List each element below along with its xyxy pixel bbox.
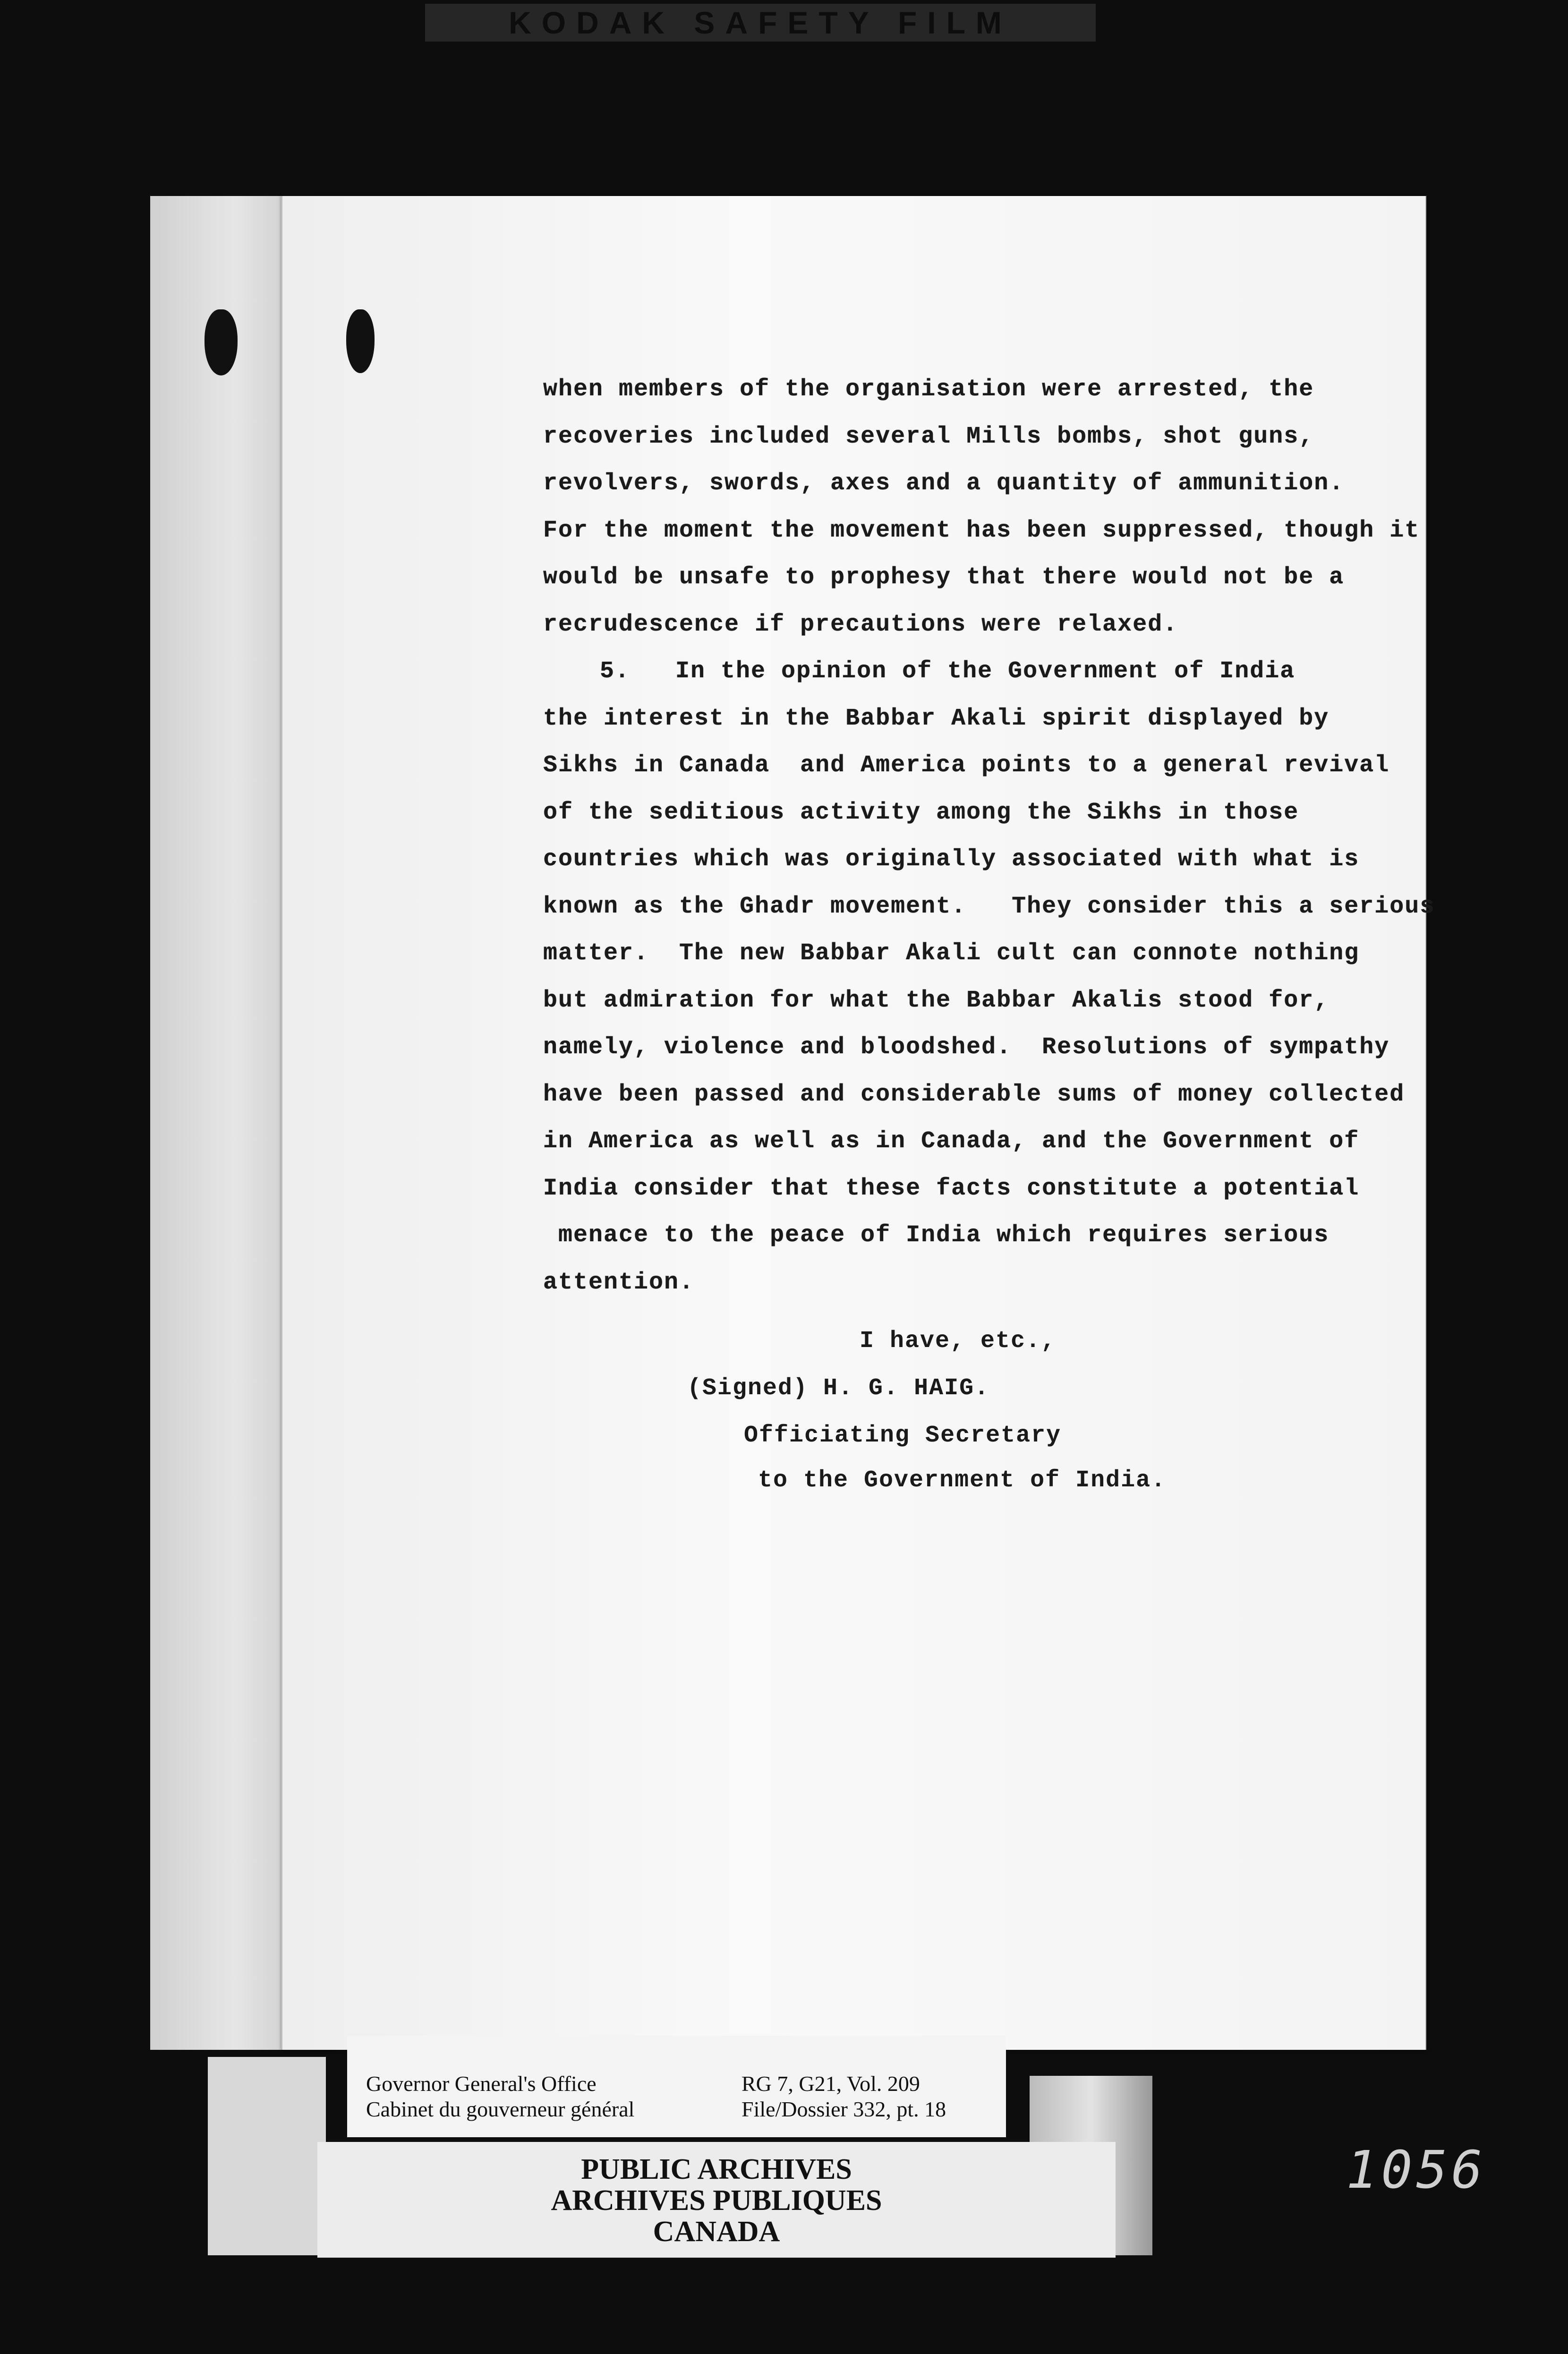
body-line: would be unsafe to prophesy that there would not be a: [543, 564, 1345, 591]
body-line: revolvers, swords, axes and a quantity of ammunition.: [543, 470, 1345, 497]
office-name-en: Governor General's Office: [366, 2072, 597, 2096]
signature-line: (Signed) H. G. HAIG.: [687, 1375, 990, 1402]
body-line: but admiration for what the Babbar Akalis stood for,: [543, 987, 1329, 1014]
body-line: For the moment the movement has been suppressed, though it: [543, 517, 1420, 544]
body-line: attention.: [543, 1269, 695, 1296]
film-border-patch: [208, 2057, 326, 2255]
body-line: in America as well as in Canada, and the Government of: [543, 1128, 1360, 1155]
archive-reference-label: [347, 2036, 1006, 2137]
punch-hole: [205, 309, 238, 375]
frame-number: 1056: [1346, 2140, 1486, 2200]
punch-hole: [346, 309, 375, 373]
archives-stamp: [317, 2142, 1116, 2258]
body-line: menace to the peace of India which requires serious: [543, 1222, 1329, 1249]
office-name-fr: Cabinet du gouverneur général: [366, 2097, 635, 2121]
body-line: have been passed and considerable sums of money collected: [543, 1081, 1405, 1108]
body-line: recoveries included several Mills bombs, shot guns,: [543, 423, 1314, 450]
paragraph-5-start: 5. In the opinion of the Government of India: [600, 658, 1295, 685]
backing-sheet: [150, 196, 292, 2050]
record-group-reference: RG 7, G21, Vol. 209: [741, 2072, 920, 2096]
document-body: [543, 366, 1435, 1306]
body-line: countries which was originally associated with what is: [543, 846, 1360, 873]
stamp-line: PUBLIC ARCHIVES: [581, 2153, 852, 2185]
body-line: of the seditious activity among the Sikhs in those: [543, 799, 1299, 826]
body-line: matter. The new Babbar Akali cult can connote nothing: [543, 940, 1360, 967]
signatory-title: Officiating Secretary: [744, 1422, 1062, 1449]
signatory-title: to the Government of India.: [758, 1467, 1167, 1494]
body-line: Sikhs in Canada and America points to a general revival: [543, 752, 1390, 779]
stamp-line: ARCHIVES PUBLIQUES: [551, 2184, 882, 2217]
body-line: India consider that these facts constitute a potential: [543, 1175, 1360, 1202]
film-edge-marking: KODAK SAFETY FILM: [425, 4, 1096, 42]
stamp-line: CANADA: [653, 2216, 780, 2248]
body-line: known as the Ghadr movement. They consider this a serious: [543, 893, 1435, 920]
body-line: the interest in the Babbar Akali spirit displayed by: [543, 705, 1329, 732]
body-line: when members of the organisation were arrested, the: [543, 376, 1314, 403]
file-reference: File/Dossier 332, pt. 18: [741, 2097, 946, 2121]
body-line: recrudescence if precautions were relaxed.: [543, 611, 1178, 638]
closing-salutation: I have, etc.,: [860, 1328, 1057, 1355]
body-line: namely, violence and bloodshed. Resolutions of sympathy: [543, 1034, 1390, 1061]
